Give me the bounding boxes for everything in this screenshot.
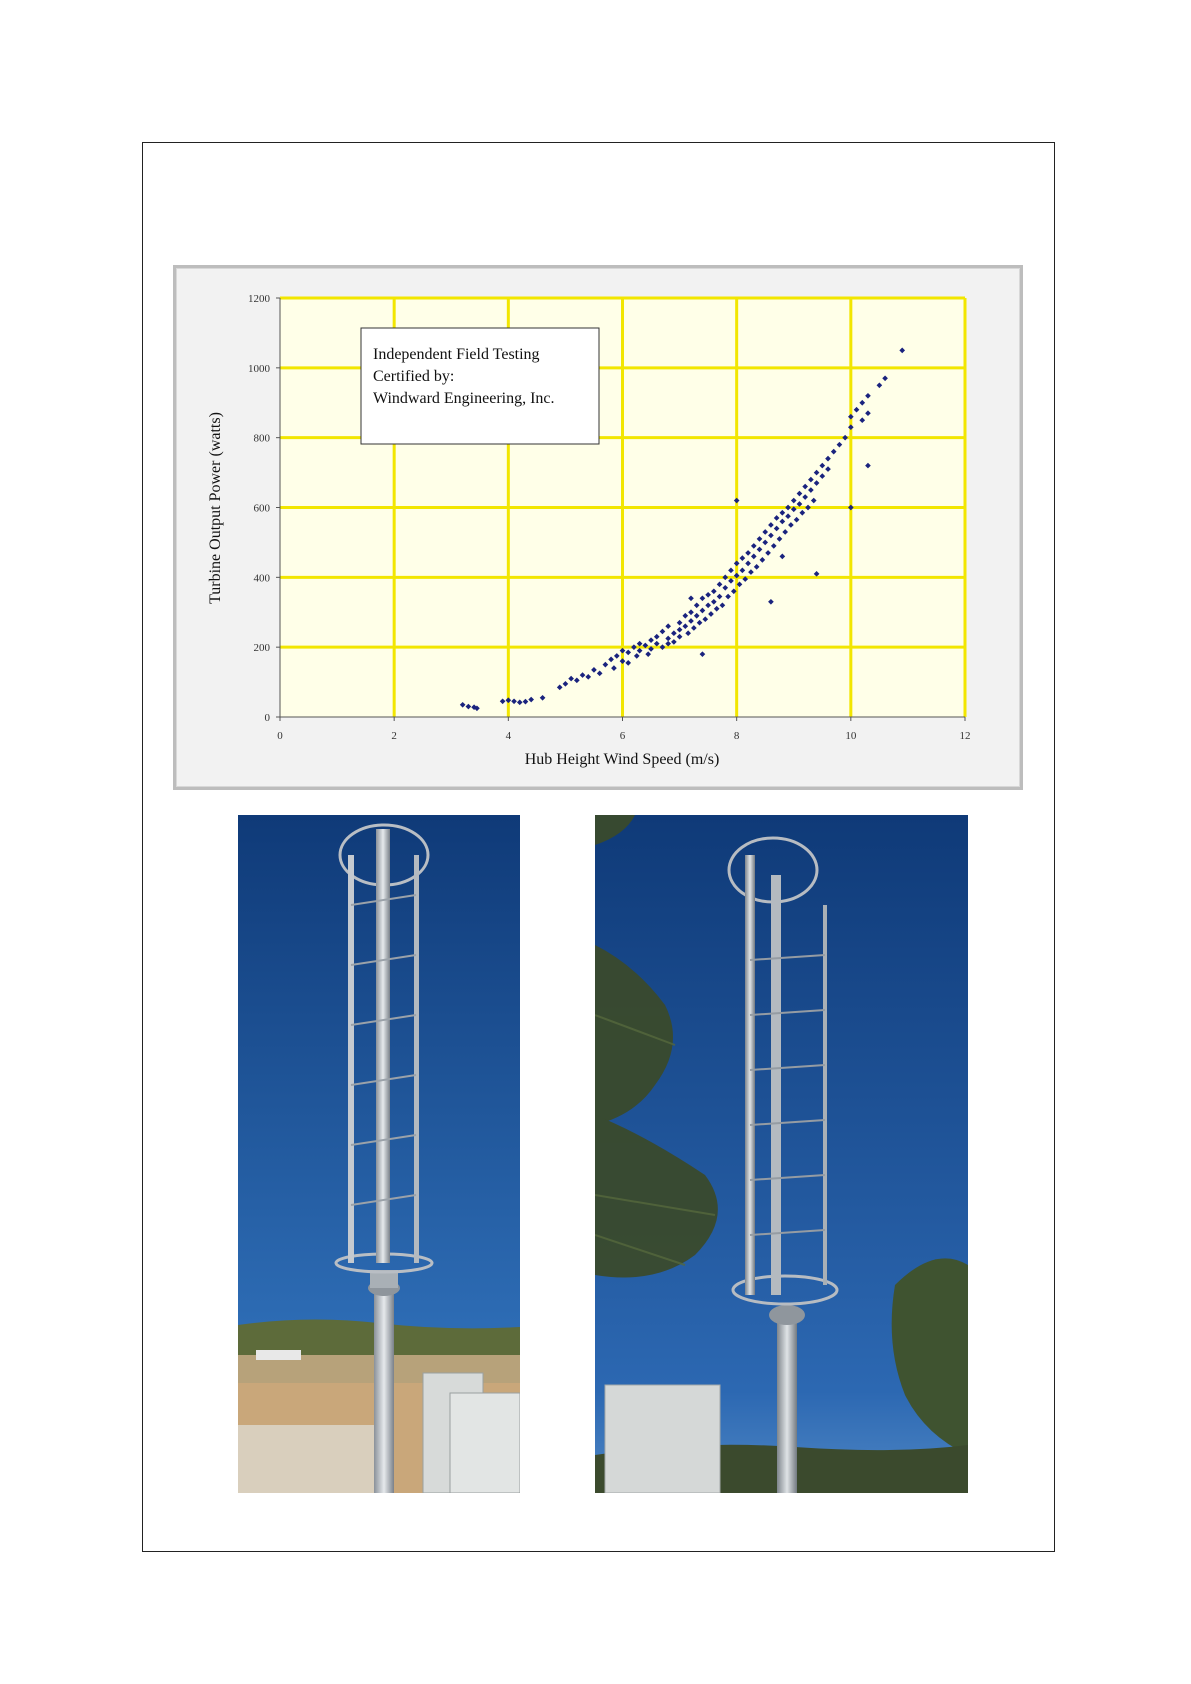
x-tick-label: 0 xyxy=(277,730,283,742)
scatter-chart xyxy=(176,268,1020,787)
annotation-line-3: Windward Engineering, Inc. xyxy=(373,390,555,407)
x-tick-label: 4 xyxy=(505,730,512,742)
y-tick-label: 200 xyxy=(253,642,270,655)
x-tick-label: 2 xyxy=(391,730,397,742)
turbine-photo-left xyxy=(238,815,520,1493)
y-tick-label: 0 xyxy=(264,712,270,724)
y-tick-label: 600 xyxy=(253,502,270,515)
y-tick-label: 800 xyxy=(253,432,270,445)
annotation-line-2: Certified by: xyxy=(373,368,455,385)
x-tick-label: 12 xyxy=(959,730,971,742)
x-tick-label: 8 xyxy=(733,730,740,742)
y-tick-label: 400 xyxy=(253,572,270,585)
x-tick-label: 10 xyxy=(845,730,857,742)
y-axis-label: Turbine Output Power (watts) xyxy=(207,412,224,604)
annotation-box xyxy=(361,328,599,444)
x-axis-label: Hub Height Wind Speed (m/s) xyxy=(524,751,720,768)
turbine-photo-right xyxy=(595,815,968,1493)
y-tick-label: 1200 xyxy=(248,293,270,305)
y-tick-labels xyxy=(248,293,280,724)
y-tick-label: 1000 xyxy=(248,362,270,375)
x-tick-labels xyxy=(277,717,970,742)
x-tick-label: 6 xyxy=(619,730,626,742)
chart-panel xyxy=(173,265,1023,790)
annotation-line-1: Independent Field Testing xyxy=(373,346,540,363)
